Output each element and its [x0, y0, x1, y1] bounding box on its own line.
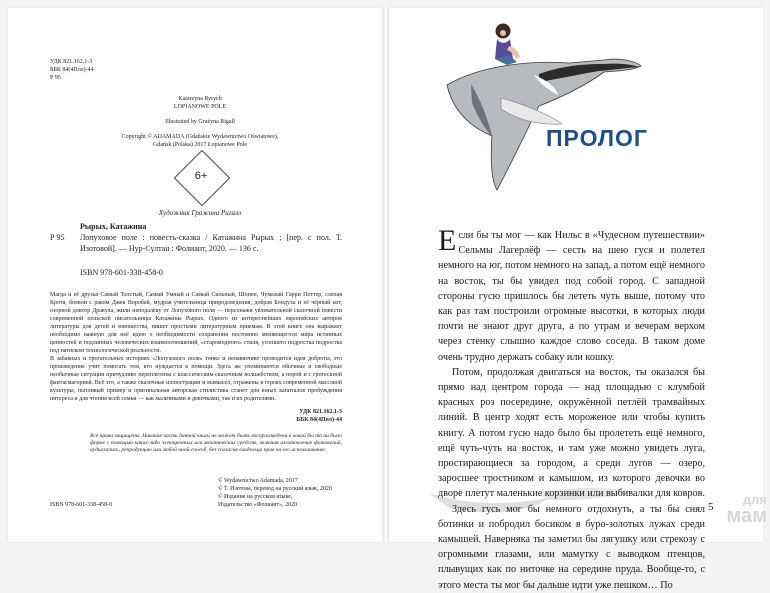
annotation-paragraph-1: Магда и её друзья Самый Толстый, Самый Умный и Самый Сильный, Шопен, Чумазый Гарри Поттер, слепая Кротя, боевой с раком Джек Воробей, мудрая учительница природоведения, добрая Бондуха и её чёрный кот, озорной доктор Дракула, жили неподалёку от Лопухового поля — персонажи увлекательной сказочной повести современной польской писательницы Катажины Рырых. Одного из интереснейших европейских авторов литературы для детей и юношества, пишет простыми литературным приемам. В этой книге она выражает необходимо важную для неё идею о необходимости сохранения постоянно меняющегося мира истинных ценностей и подлинных человеческих взаимоотношений, «старомодного» стиля, усопшего подростка подростка под натиском технологической реальности. — [50, 292, 342, 354]
copyright-bottom-3: © Издание на русском языке, — [218, 494, 293, 500]
left-page — [8, 8, 382, 542]
copyright-bottom-2: © Т. Изотова, перевод на русский язык, 2020 — [218, 486, 332, 492]
illustrator-credit: Illustrated by Grażyna Rigall — [165, 119, 235, 125]
bbk-code: ББК 84(4Пол)-44 — [50, 67, 94, 73]
girl-rider — [495, 24, 520, 66]
watermark — [705, 493, 767, 526]
right-page — [389, 8, 767, 591]
artist-line: Художник Гражина Ригалл — [158, 209, 242, 217]
annotation-paragraph-2: В забавных и трогательных историях «Лопухового поля» тонко и ненавязчиво проводится идея доброты, это произведение учит помогать тем, кто нуждается в помощи. Здесь же упоминаются обычные и свободные необычные ситуации причудливо переплетены с классическим сказочным волшебством, а порой и с гротескной фантасмагорией. Всё это, а также сказочные иллюстрации и вымысел, отражены в героях современной массовой культуры, пытливый пример и оригинальная авторская стилистика станет для юных капиталов пробуждения интереса и для чтения всей семьи — как мальчиками и девочками, так и их родителями. — [50, 356, 342, 402]
story-paragraph-3: Здесь гусь мог бы немного отдохнуть, а ты бы снял ботинки и побродил босиком в буро-золотых лужах среди камышей. Наверняка ты заметил бы лягушку или стрекозу с огромными глазами, или мамутку с выводком птенцов, плывущих как по ниточке на середине пруда. Вообще-то, с этого места ты мог бы дальше идти уже пешком… По — [438, 503, 705, 591]
author-heading: Рырых, Катажина — [80, 222, 147, 231]
watermark-line-2: мам — [726, 505, 767, 527]
watermark-line-1: для — [742, 492, 767, 507]
copyright-bottom-4: Издательство «Фолиант», 2020 — [218, 502, 298, 508]
catalog-code: Р 95 — [50, 233, 65, 242]
story-paragraph-1 — [438, 224, 705, 365]
page-number: 5 — [708, 501, 714, 513]
story-paragraph-2: Потом, продолжая двигаться на восток, ты оказался бы прямо над центром города — над площадью с клумбой красных роз посередине, окружённой петлёй трамвайных линий. В центр ходят есть мороженое или чтобы купить книгу. А потом гусю надо было бы пролететь ещё немного, ещё чуть-чуть на восток, и там уже можно увидеть луга, простирающиеся за городом, а среди лугов — озеро, заросшее тростником и камышом, из которого девочки во дворе плетут маленькие корзинки или выбивалки для ковров. — [438, 366, 705, 500]
original-title: LOPIANOWE POLE — [173, 104, 227, 110]
copyright-bottom-1: © Wydawnictwo Adamada, 2017 — [218, 478, 298, 484]
udk-code: УДК 821.162.1-3 — [50, 59, 93, 65]
drop-cap-letter: Е — [438, 224, 457, 257]
isbn-bottom: ISBN 978-601-338-458-0 — [50, 502, 113, 508]
catalog-description: Лопуховое поле : повесть-сказка / Катажина Рырых ; [пер. с пол. Т. Изотовой]. — Нур-Султан : Фолиант, 2020. — 136 с. — [80, 233, 342, 253]
rights-notice: Все права защищены. Никакая часть данной книги не может быть воспроизведена в какой бы то ни было форме с помощью каких-либо электронных или механических средств, включая изготовление фотокопий, аудиозапись, репродукцию или любой иной способ, без согласия владельца прав на его использование. — [90, 433, 342, 453]
copyright-line-2: Gdańsk (Polska) 2017 Łopianowe Pole — [153, 142, 247, 148]
isbn-main: ISBN 978-601-338-458-0 — [80, 268, 163, 277]
story-paragraph-1-text: сли бы ты мог — как Нильс в «Чудесном путешествии» Сельмы Лагерлёф — сесть на шею гуся и полетел немного на юг, потом немного на запад, а потом ещё немного на восток, ты бы увидел под собой город. С западной стороны гусю пришлось бы лететь чуть выше, потому что как раз там построили огромные высотки, в которых люди почти не знают друг друга, а по утрам и вечерам верхом через стенку слышно каждое слово соседа. В таком доме очень трудно держать собаку или кошку. — [438, 230, 705, 363]
copyright-line-1: Copyright © ADAMADA (Gdańskie Wydawnictwo Oświatowe), — [121, 134, 279, 140]
bbk-bottom: ББК 84(4Пол)-44 — [296, 417, 342, 423]
age-rating: 6+ — [194, 170, 208, 182]
udk-bottom: УДК 821.162.1-3 — [299, 409, 342, 415]
original-author: Katarzyna Ryrych — [178, 96, 222, 102]
story-text — [438, 224, 705, 593]
chapter-title: ПРОЛОГ — [546, 125, 648, 151]
author-code-top: Р 95 — [50, 75, 61, 81]
